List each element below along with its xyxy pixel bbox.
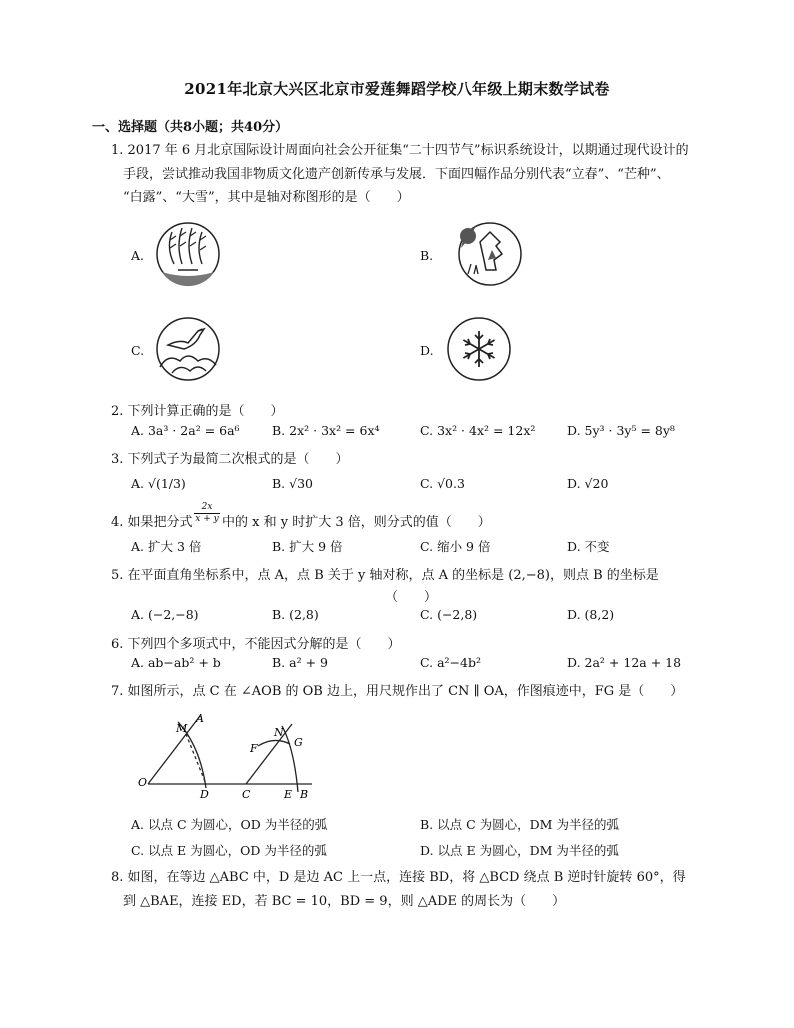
question-8-line-1: 8. 如图，在等边 △ABC 中，D 是边 AC 上一点，连接 BD，将 △BCD 绕点 B 逆时针旋转 60°，得 (111, 870, 686, 885)
q1-option-c-label: C. (131, 343, 145, 358)
q4-fraction-numerator: 2x (194, 502, 220, 514)
q7-label-f: F (250, 742, 258, 755)
q7-label-a: A (196, 712, 204, 725)
q7-label-o: O (138, 776, 148, 789)
q5-option-a: A. (−2,−8) (131, 607, 199, 622)
q1-figure-c-icon (154, 315, 222, 383)
q4-fraction-denominator: x + y (195, 514, 219, 524)
q1-figure-a-icon (154, 220, 222, 288)
question-1-line-2: 手段，尝试推动我国非物质文化遗产创新传承与发展．下面四幅作品分别代表“立春”、“芒种”、 (123, 166, 670, 182)
q2-option-d: D. 5y³ · 3y⁵ = 8y⁸ (567, 423, 675, 438)
q5-option-b: B. (2,8) (272, 607, 319, 622)
q1-figure-b-icon (456, 220, 524, 288)
question-8-line-2: 到 △BAE，连接 ED，若 BC = 10，BD = 9，则 △ADE 的周长为（ ） (123, 893, 566, 909)
q7-label-g: G (294, 736, 303, 749)
q1-option-b-label: B. (420, 248, 434, 263)
q4-option-b: B. 扩大 9 倍 (272, 539, 343, 554)
q7-label-e: E (284, 788, 293, 801)
q6-option-a: A. ab−ab² + b (131, 655, 221, 670)
q7-label-b: B (300, 788, 309, 801)
question-1-line-1: 1. 2017 年 6 月北京国际设计周面向社会公开征集“二十四节气”标识系统设计，以期通过现代设计的 (111, 143, 689, 158)
question-8 (111, 866, 711, 913)
q2-option-b: B. 2x² · 3x² = 6x⁴ (272, 423, 380, 438)
question-7-stem: 7. 如图所示，点 C 在 ∠AOB 的 OB 边上，用尺规作出了 CN ∥ OA，作图痕迹中，FG 是（ ） (111, 684, 684, 699)
q7-label-d: D (200, 788, 209, 801)
q1-figure-d-icon (445, 315, 513, 383)
q7-label-c: C (242, 788, 251, 801)
q4-fraction (194, 502, 220, 525)
q6-option-b: B. a² + 9 (272, 655, 328, 670)
q7-option-c: C. 以点 E 为圆心，OD 为半径的弧 (131, 843, 327, 858)
q3-option-a: A. √(1/3) (131, 476, 186, 491)
question-1 (111, 139, 711, 210)
q2-option-a: A. 3a³ · 2a² = 6a⁶ (131, 423, 240, 438)
q5-option-c: C. (−2,8) (420, 607, 478, 622)
q4-option-a: A. 扩大 3 倍 (131, 539, 202, 554)
question-3-stem: 3. 下列式子为最简二次根式的是（ ） (111, 452, 349, 467)
question-4-stem-post: 中的 x 和 y 时扩大 3 倍，则分式的值（ ） (222, 515, 491, 530)
q4-option-c: C. 缩小 9 倍 (420, 539, 491, 554)
q3-option-b: B. √30 (272, 476, 314, 491)
question-1-line-3: “白露”、“大雪”，其中是轴对称图形的是（ ） (123, 190, 410, 205)
question-5-paren: （ ） (385, 590, 438, 605)
q7-construction-figure (134, 708, 324, 804)
q7-option-d: D. 以点 E 为圆心，DM 为半径的弧 (420, 843, 619, 858)
q2-option-c: C. 3x² · 4x² = 12x² (420, 423, 536, 438)
page-title: 2021年北京大兴区北京市爱莲舞蹈学校八年级上期末数学试卷 (184, 80, 610, 98)
q5-option-d: D. (8,2) (567, 607, 615, 622)
q3-option-c: C. √0.3 (420, 476, 465, 491)
q7-option-a: A. 以点 C 为圆心，OD 为半径的弧 (131, 817, 328, 832)
question-2-stem: 2. 下列计算正确的是（ ） (111, 404, 284, 419)
q4-option-d: D. 不变 (567, 539, 610, 554)
question-6-stem: 6. 下列四个多项式中，不能因式分解的是（ ） (111, 637, 401, 652)
q7-option-b: B. 以点 C 为圆心，DM 为半径的弧 (420, 817, 619, 832)
q6-option-d: D. 2a² + 12a + 18 (567, 655, 682, 670)
question-5-stem: 5. 在平面直角坐标系中，点 A，点 B 关于 y 轴对称，点 A 的坐标是 (2,−8)，则点 B 的坐标是 (111, 568, 659, 583)
q3-option-d: D. √20 (567, 476, 609, 491)
q1-option-d-label: D. (420, 343, 434, 358)
question-4-stem-pre: 4. 如果把分式 (111, 515, 193, 530)
q6-option-c: C. a²−4b² (420, 655, 481, 670)
q7-label-m: M (176, 722, 188, 735)
section-heading: 一、选择题（共8小题；共40分） (92, 120, 289, 135)
q1-option-a-label: A. (131, 248, 145, 263)
q7-label-n: N (274, 726, 284, 739)
